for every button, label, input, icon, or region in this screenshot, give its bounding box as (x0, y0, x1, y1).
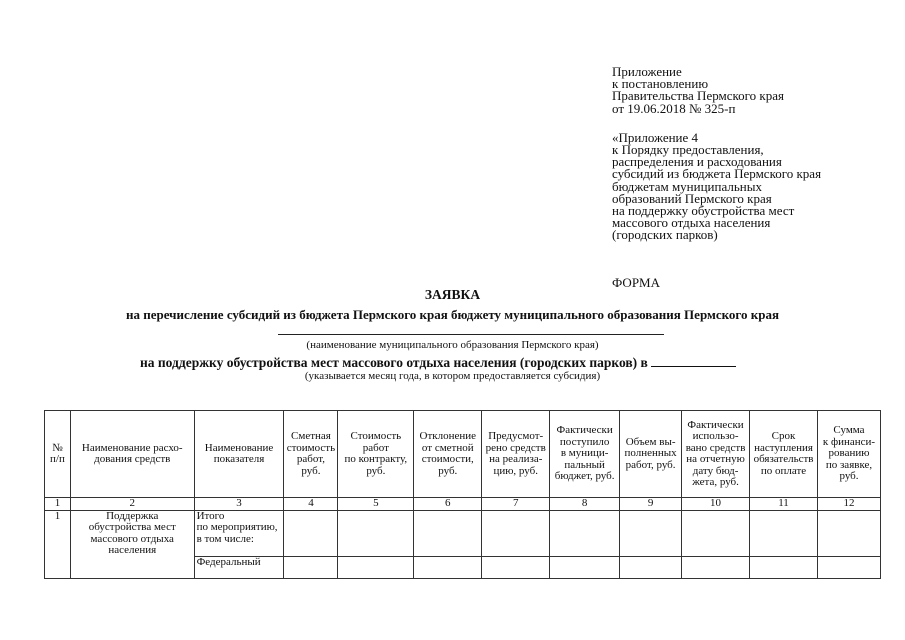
form-label: ФОРМА (612, 275, 660, 290)
header-cell: Отклонение от сметной стоимости, руб. (414, 411, 482, 498)
table-cell[interactable] (620, 556, 682, 578)
appendix-line: распределения и расходования (612, 154, 782, 170)
document-title: ЗАЯВКА (424, 287, 481, 302)
table-cell[interactable] (550, 556, 620, 578)
appendix-line: Приложение (612, 64, 682, 79)
table-cell[interactable] (750, 556, 818, 578)
column-number: 1 (45, 498, 71, 511)
header-cell: Объем вы- полненных работ, руб. (620, 411, 682, 498)
municipality-blank-line[interactable] (278, 334, 664, 335)
header-cell: Предусмот- рено средств на реализа- цию, руб. (482, 411, 550, 498)
header-cell: № п/п (45, 411, 71, 498)
table-cell[interactable] (338, 556, 414, 578)
appendix-block (612, 66, 821, 242)
appendix-line: «Приложение 4 (612, 129, 699, 145)
table-cell[interactable] (414, 510, 482, 556)
column-number: 11 (750, 498, 818, 511)
appendix-line: от 19.06.2018 № 325-п (612, 100, 736, 116)
table-cell[interactable] (620, 510, 682, 556)
appendix-line: Правительства Пермского края (612, 88, 784, 104)
column-number: 8 (550, 498, 620, 511)
table-cell[interactable] (818, 556, 881, 578)
appendix-line: образований Пермского края (612, 190, 772, 206)
indicator-total: Итого по мероприятию, в том числе: (194, 510, 284, 556)
column-number: 9 (620, 498, 682, 511)
column-number: 5 (338, 498, 414, 511)
column-number: 6 (414, 498, 482, 511)
purpose-line (140, 354, 736, 371)
row-number: 1 (45, 510, 71, 578)
appendix-line: на поддержку обустройства мест (612, 203, 795, 219)
table-row (45, 510, 881, 556)
month-blank-line[interactable] (651, 354, 736, 367)
header-cell: Наименование расхо- дования средств (70, 411, 194, 498)
table-cell[interactable] (414, 556, 482, 578)
table-cell[interactable] (284, 556, 338, 578)
expense-name: Поддержка обустройства мест массового отдыха населения (70, 510, 194, 578)
appendix-line: (городских парков) (612, 227, 718, 243)
table-cell[interactable] (682, 556, 750, 578)
table-cell[interactable] (750, 510, 818, 556)
appendix-line: субсидий из бюджета Пермского края (612, 166, 822, 182)
header-cell: Стоимость работ по контракту, руб. (338, 411, 414, 498)
table-cell[interactable] (338, 510, 414, 556)
column-number: 2 (70, 498, 194, 511)
appendix-line: к постановлению (612, 76, 709, 92)
table-header-row (45, 411, 881, 498)
header-cell: Сметная стоимость работ, руб. (284, 411, 338, 498)
header-cell: Срок наступления обязательств по оплате (750, 411, 818, 498)
column-number: 7 (482, 498, 550, 511)
appendix-line: бюджетам муниципальных (612, 178, 762, 194)
document-subtitle: на перечисление субсидий из бюджета Пермского края бюджету муниципального образования Пермского края (125, 307, 779, 322)
header-cell: Сумма к финанси- рованию по заявке, руб. (818, 411, 881, 498)
column-number: 12 (818, 498, 881, 511)
column-number: 3 (194, 498, 284, 511)
header-cell: Наименование показателя (194, 411, 284, 498)
municipality-hint: (наименование муниципального образования Пермского края) (306, 339, 599, 351)
indicator-federal: Федеральный (194, 556, 284, 578)
purpose-text: на поддержку обустройства мест массового отдыха населения (городских парков) в (140, 355, 648, 370)
table-cell[interactable] (818, 510, 881, 556)
column-number-row (45, 498, 881, 511)
month-hint: (указывается месяц года, в котором предоставляется субсидия) (304, 370, 601, 382)
table-cell[interactable] (550, 510, 620, 556)
table-cell[interactable] (284, 510, 338, 556)
column-number: 10 (682, 498, 750, 511)
appendix-line: к Порядку предоставления, (612, 142, 764, 158)
table-cell[interactable] (482, 556, 550, 578)
header-cell: Фактически использо- вано средств на отчетную дату бюд- жета, руб. (682, 411, 750, 498)
request-table (44, 410, 881, 579)
header-cell: Фактически поступило в муници- пальный бюджет, руб. (550, 411, 620, 498)
appendix-line: массового отдыха населения (612, 215, 771, 231)
table-cell[interactable] (482, 510, 550, 556)
table-cell[interactable] (682, 510, 750, 556)
column-number: 4 (284, 498, 338, 511)
